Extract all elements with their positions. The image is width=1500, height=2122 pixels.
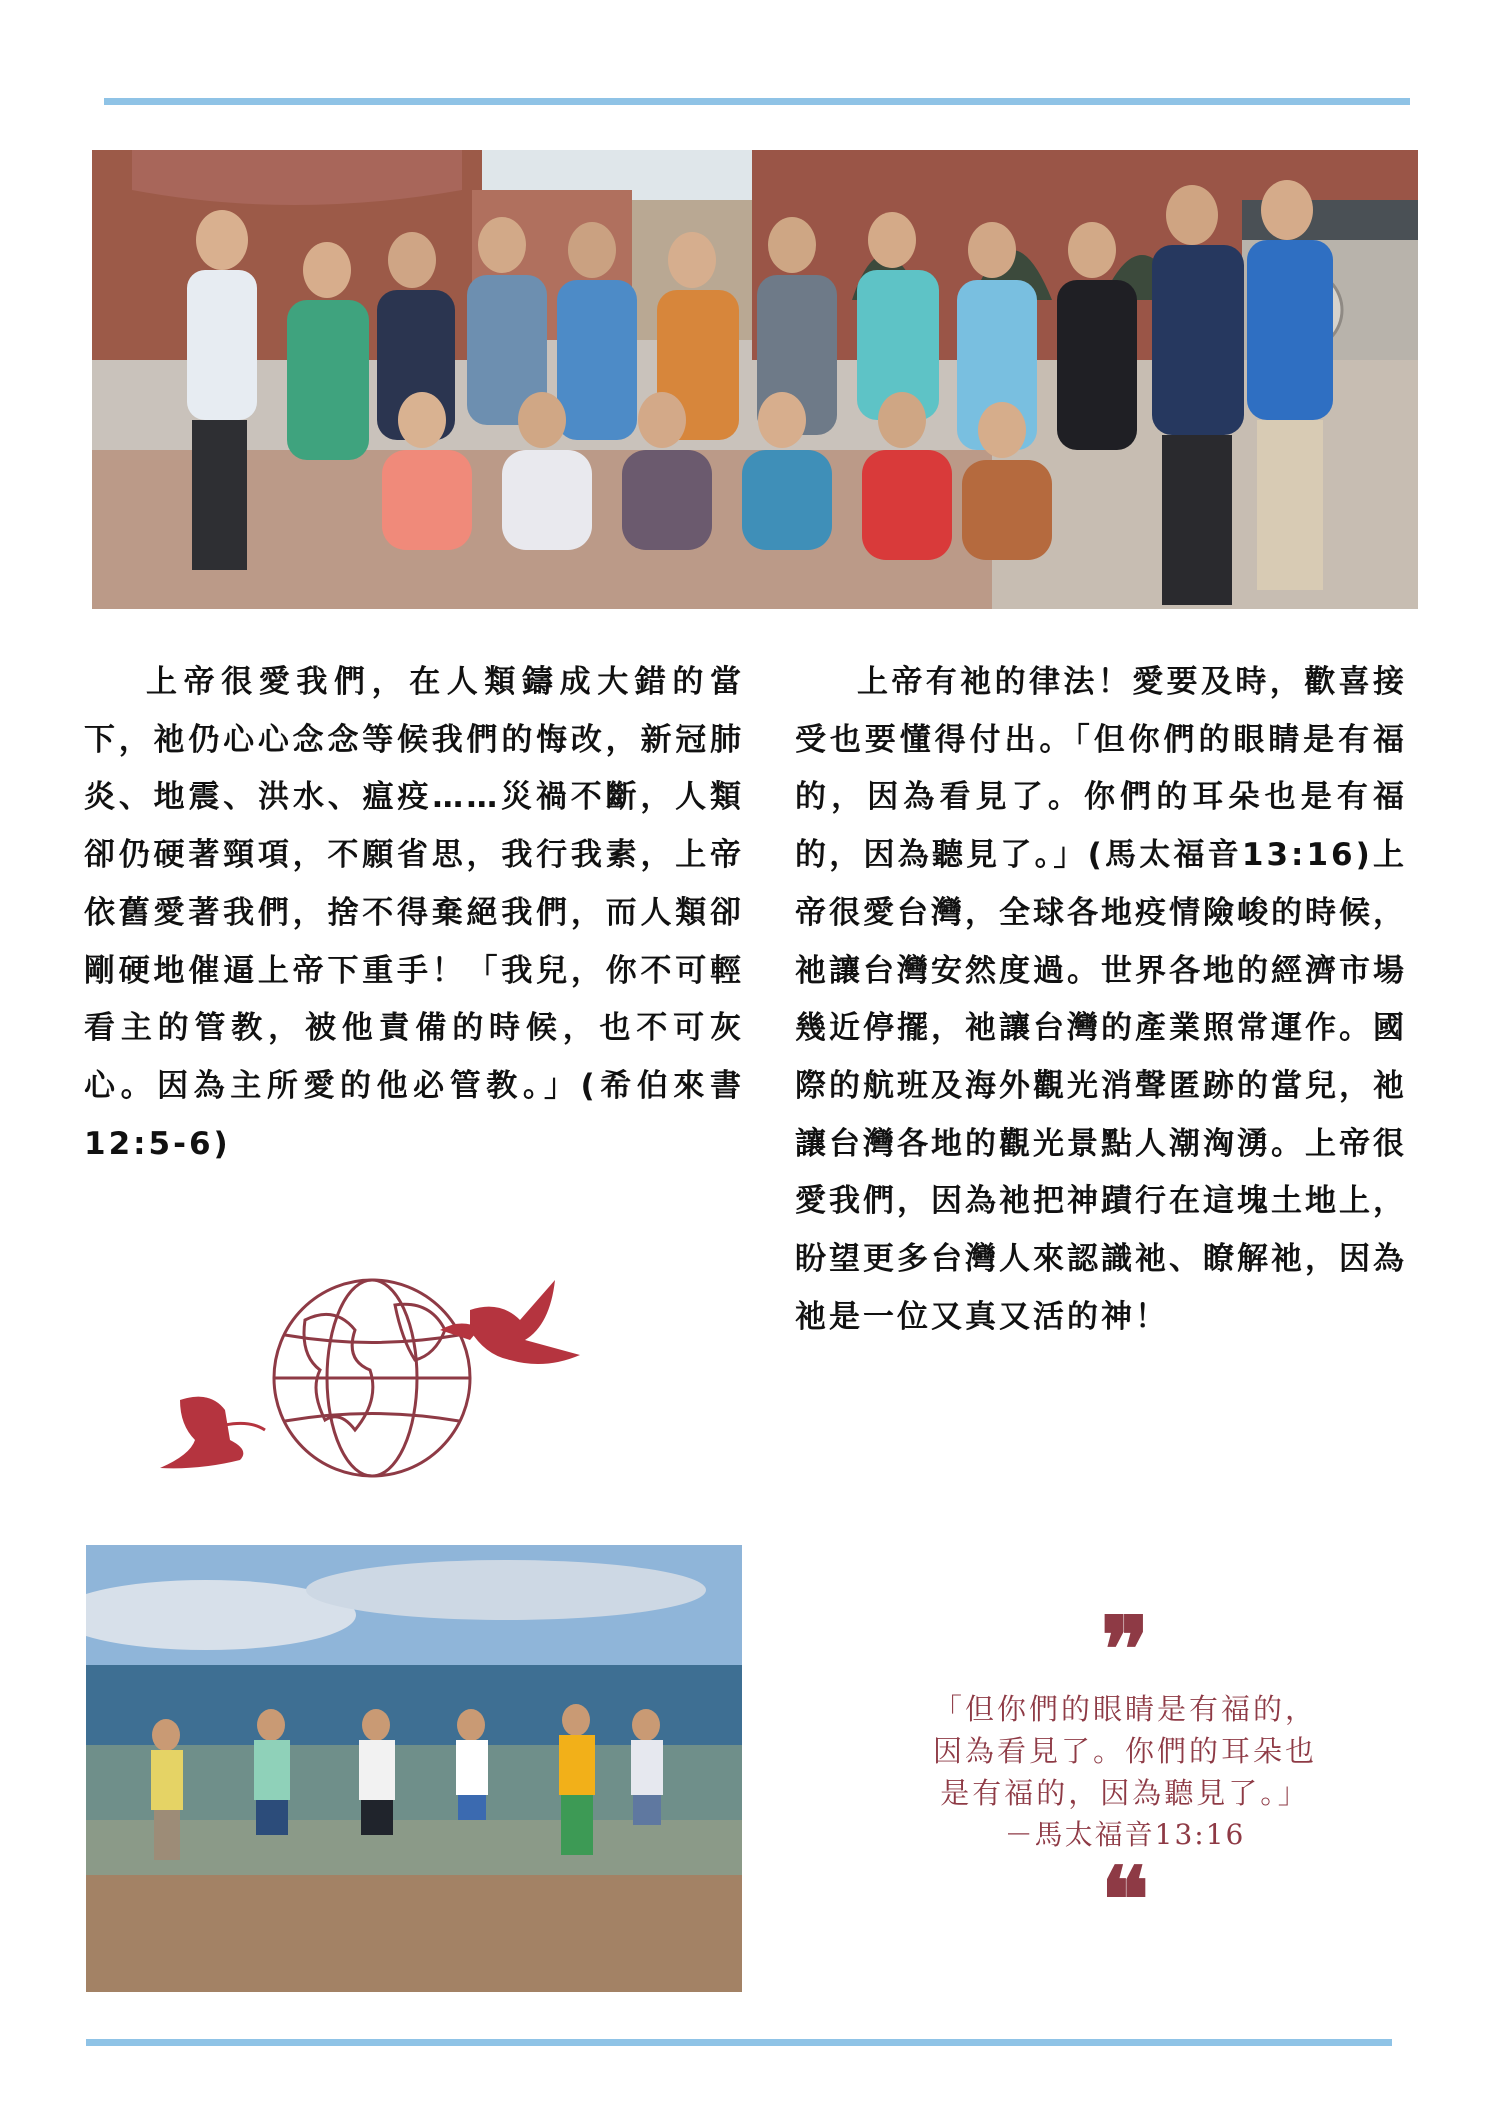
close-quote-icon: ❝ bbox=[1100, 1847, 1150, 1953]
open-quote-icon: ❞ bbox=[1100, 1597, 1150, 1703]
top-divider bbox=[104, 98, 1410, 105]
quote-source: －馬太福音13:16 bbox=[1004, 1818, 1246, 1851]
bottom-divider bbox=[86, 2039, 1392, 2046]
dove-icon bbox=[440, 1280, 580, 1364]
dove-icon bbox=[160, 1397, 265, 1469]
right-paragraph: 上帝有祂的律法！愛要及時，歡喜接受也要懂得付出。「但你們的眼睛是有福的，因為看見了。你們的耳朵也是有福的，因為聽見了。」(馬太福音13:16)上帝很愛台灣，全球各地疫情險峻的時候，祂讓台灣安然度過。世界各地的經濟市場幾近停擺，祂讓台灣的產業照常運作。國際的航班及海外觀光消聲匿跡的當兒，祂讓台灣各地的觀光景點人潮洶湧。上帝很愛我們，因為祂把神蹟行在這塊土地上，盼望更多台灣人來認識祂、瞭解祂，因為祂是一位又真又活的神！ bbox=[795, 664, 1407, 1335]
left-article-column bbox=[84, 654, 744, 1173]
pull-quote bbox=[880, 1597, 1370, 1953]
right-article-column bbox=[795, 654, 1407, 1346]
quote-line: 是有福的，因為聽見了。」 bbox=[940, 1776, 1310, 1810]
quote-line: 「但你們的眼睛是有福的， bbox=[932, 1692, 1317, 1726]
group-photo bbox=[92, 150, 1418, 609]
globe-icon bbox=[274, 1280, 470, 1476]
quote-line: 因為看見了。你們的耳朵也 bbox=[932, 1734, 1317, 1768]
globe-doves-illustration bbox=[140, 1260, 610, 1490]
left-paragraph: 上帝很愛我們，在人類鑄成大錯的當下，祂仍心心念念等候我們的悔改，新冠肺炎、地震、洪水、瘟疫……災禍不斷，人類卻仍硬著頸項，不願省思，我行我素，上帝依舊愛著我們，捨不得棄絕我們，而人類卻剛硬地催逼上帝下重手！「我兒，你不可輕看主的管教，被他責備的時候，也不可灰心。因為主所愛的他必管教。」(希伯來書12:5-6) bbox=[84, 664, 744, 1162]
quote-text bbox=[880, 1688, 1370, 1814]
beach-photo bbox=[86, 1545, 742, 1992]
